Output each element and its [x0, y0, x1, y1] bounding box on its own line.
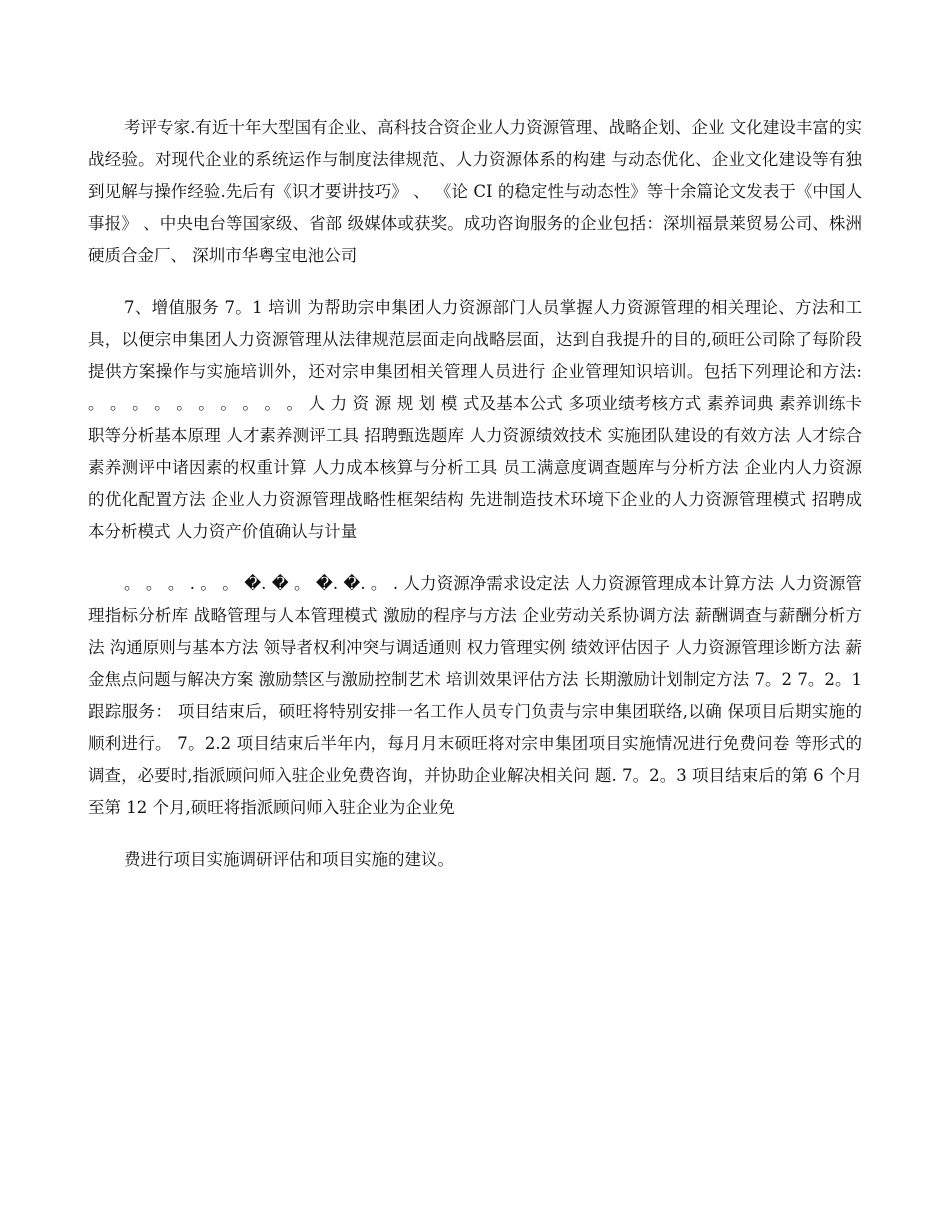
- paragraph-value-added-services: 7、增值服务 7。1 培训 为帮助宗申集团人力资源部门人员掌握人力资源管理的相关理论、方法和工 具，以便宗申集团人力资源管理从法律规范层面走向战略层面，达到自我提升的目的,硕旺公司除了每阶段提供方案操作与实施培训外，还对宗申集团相关管理人员进行 企业管理知识培训。包括下列理论和方法: 。 。 。 。 。 。 。 。 。 。 人 力 资 源 规 划 模 式及基本公式 多项业绩考核方式 素养词典 素养训练卡 职等分析基本原理 人才素养测评工具 招聘甄选题库 人力资源绩效技术 实施团队建设的有效方法 人才综合素养测评中诸因素的权重计算 人力成本核算与分析工具 员工满意度调查题库与分析方法 企业内人力资源的优化配置方法 企业人力资源管理战略性框架结构 先进制造技术环境下企业的人力资源管理模式 招聘成本分析模式 人力资产价值确认与计量: [88, 298, 862, 541]
- paragraph-closing: 费进行项目实施调研评估和项目实施的建议。: [124, 850, 454, 869]
- paragraph-expert-profile: 考评专家.有近十年大型国有企业、高科技合资企业人力资源管理、战略企划、企业 文化建设丰富的实战经验。对现代企业的系统运作与制度法律规范、人力资源体系的构建 与动态优化、企业文化建设等有独到见解与操作经验.先后有《识才要讲技巧》 、 《论 CI 的稳定性与动态性》等十余篇论文发表于《中国人事报》 、中央电台等国家级、省部 级媒体或获奖。成功咨询服务的企业包括：深圳福景莱贸易公司、株洲硬质合金厂、 深圳市华粤宝电池公司: [88, 118, 862, 265]
- document-page: [88, 112, 862, 896]
- paragraph-methods-and-followup: 。 。 。 . 。 。 �. � 。 �. �. 。 . 人力资源净需求设定法 人力资源管理成本计算方法 人力资源管理指标分析库 战略管理与人本管理模式 激励的程序与方法 企业劳动关系协调方法 薪酬调查与薪酬分析方法 沟通原则与基本方法 领导者权利冲突与调适通则 权力管理实例 绩效评估因子 人力资源管理诊断方法 薪金焦点问题与解决方案 激励禁区与激励控制艺术 培训效果评估方法 长期激励计划制定方法 7。2 7。2。1 跟踪服务： 项目结束后，硕旺将特别安排一名工作人员专门负责与宗申集团联络,以确 保项目后期实施的顺利进行。 7。2.2 项目结束后半年内，每月月末硕旺将对宗申集团项目实施情况进行免费问卷 等形式的调查，必要时,指派顾问师入驻企业免费咨询，并协助企业解决相关问 题. 7。2。3 项目结束后的第 6 个月至第 12 个月,硕旺将指派顾问师入驻企业为企业免: [88, 574, 862, 817]
